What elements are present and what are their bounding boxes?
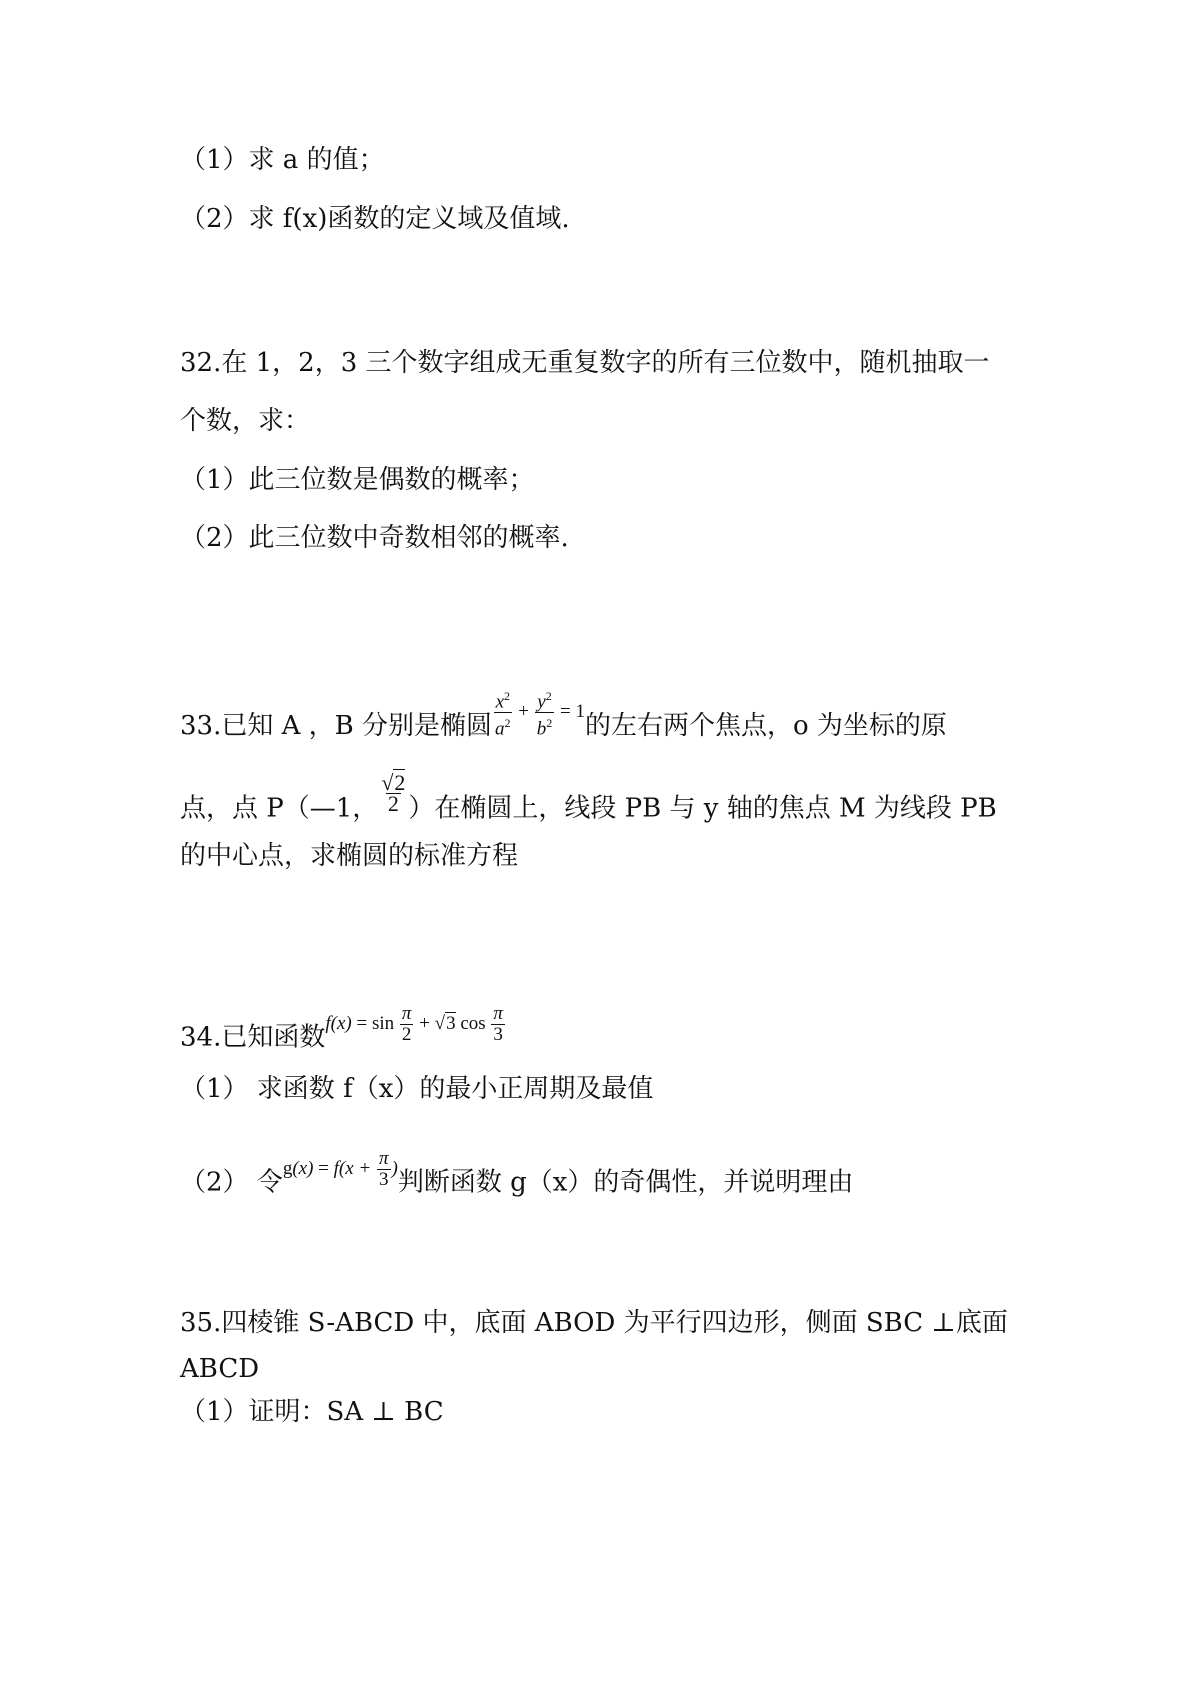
q33-prefix: 33.已知 A ，B 分别是椭圆 [180,710,493,741]
q35-line1: 35.四棱锥 S-ABCD 中，底面 ABOD 为平行四边形，侧面 SBC ⊥底面 [180,1308,1008,1338]
q34-prefix: 34.已知函数 [180,1022,326,1053]
q31-part2: （2）求 f(x)函数的定义域及值域. [180,204,570,234]
q34-part2-suffix: 判断函数 g（x）的奇偶性，并说明理由 [397,1167,854,1198]
q31-part1: （1）求 a 的值； [180,145,385,175]
q34-line1 [180,1003,506,1059]
q34-part1: （1） 求函数 f（x）的最小正周期及最值 [180,1074,654,1104]
q32-part2: （2）此三位数中奇数相邻的概率. [180,523,569,553]
function-g-definition: g(x) = f(x + $\frac{\pi}{3}$ ) [282,1148,398,1190]
q33-line2-suffix: ）在椭圆上，线段 PB 与 y 轴的焦点 M 为线段 PB [408,793,997,824]
q33-line2 [180,770,997,830]
q35-line2: ABCD [180,1354,260,1384]
q34-line3 [180,1148,854,1204]
q34-part2-prefix: （2） 令 [180,1167,283,1198]
q32-line1: 32.在 1，2，3 三个数字组成无重复数字的所有三位数中，随机抽取一 [180,348,990,378]
q33-suffix: 的左右两个焦点，o 为坐标的原 [584,710,947,741]
q35-part1: （1）证明：SA ⊥ BC [180,1397,444,1427]
function-f-definition: f(x) = sin $\frac{\pi}{2}$ + √3 cos $\frac{\pi}{3}$ [325,1003,503,1045]
q32-part1: （1）此三位数是偶数的概率； [180,465,535,495]
q32-line2: 个数，求： [180,406,311,436]
q33-line2-prefix: 点，点 P（—1， [180,793,379,824]
q33-line3: 的中心点，求椭圆的标准方程 [180,841,519,871]
ellipse-equation: $\frac{x^2}{a^2}$ + $\frac{y^2}{b^2}$ = 1 [492,686,585,740]
point-p-y-coordinate: $\frac{√2}{2}$ [381,770,406,816]
q33-line1 [180,689,947,754]
